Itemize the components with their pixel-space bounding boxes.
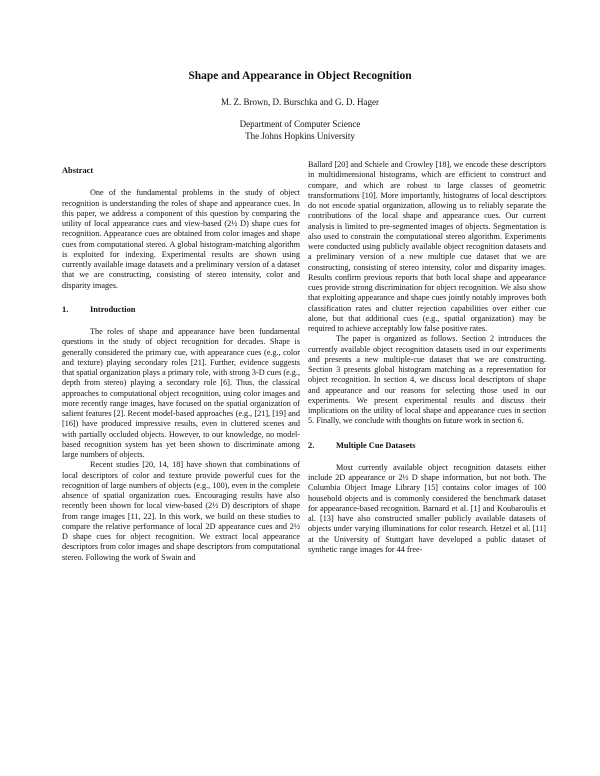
intro-paragraph-2-continued: Ballard [20] and Schiele and Crowley [18], we encode these descriptors in multidimensional histograms, which are efficient to construct and compare, and which are robust to large classes of geometric transformations [10]. More importantly, histograms of local descriptors do not encode spatial organization, allowing us to reliably separate the contributions of the local shape and appearance cues. Our current analysis is limited to pre-segmented images of objects. Segmentation is also used to constrain the computational stereo algorithm. Experiments were conducted using publicly available object recognition datasets and a preliminary version of a new multiple cue dataset that we are constructing, consisting of stereo intensity, color and disparity images. Results confirm previous reports that both local shape and appearance cues provide strong discrimination for object recognition. We also show that exploiting appearance and shape cues jointly notably improves both classification rates and clutter rejection capabilities over either cue alone, but that additional cues (e.g., spatial organization) may be required to achieve acceptably low false positive rates. [308, 160, 546, 333]
section2-title: Multiple Cue Datasets [336, 440, 416, 450]
intro-paragraph-1: The roles of shape and appearance have been fundamental questions in the study of object recognition for decades. Shape is generally considered the primary cue, with appearance cues (e.g., color and texture) playing secondary roles [21]. Further, evidence suggests that spatial organization plays a primary role, with strong 3-D cues (e.g., depth from stereo) playing a secondary role [6]. Thus, the classical approaches to computational object recognition, using color images and more recently range images, have focused on the spatial organization of salient features [2]. Recent model-based approaches (e.g., [21], [19] and [16]) have produced impressive results, even in cluttered scenes and with partially occluded objects. However, to our knowledge, no model-based recognition system has yet been shown to discriminate among large numbers of objects. [62, 327, 300, 459]
section2-number: 2. [308, 440, 315, 450]
section1-heading [62, 305, 300, 315]
section1-title: Introduction [90, 304, 136, 314]
datasets-paragraph-1: Most currently available object recognition datasets either include 2D appearance or 2½ D shape information, but not both. The Columbia Object Image Library [15] contains color images of 100 household objects and is commonly considered the benchmark dataset for appearance-based recognition. Barnard et al. [1] and Koubaroulis et al. [13] have also constructed smaller publicly available datasets of objects under varying illuminations for color research. Hetzel et al. [11] at the University of Stuttgart have developed a public dataset of synthetic range images for 44 free- [308, 462, 546, 554]
paper-title: Shape and Appearance in Object Recognition [188, 70, 412, 82]
affiliation [0, 118, 600, 142]
abstract-heading: Abstract [62, 166, 94, 175]
left-column [62, 166, 300, 563]
intro-paragraph-3: The paper is organized as follows. Section 2 introduces the currently available object recognition datasets used in our experiments and presents a new multiple-cue dataset that we are constructing. Section 3 presents global histogram matching as a representation for object recognition. In section 4, we discuss local descriptors of shape and appearance and our reasons for selecting those used in our experiments. We present experimental results and discuss their implications on the utility of local shape and appearance cues in section 5. Finally, we conclude with thoughts on future work in section 6. [308, 334, 546, 426]
section1-number: 1. [62, 304, 69, 314]
right-column [308, 160, 546, 555]
intro-paragraph-2: Recent studies [20, 14, 18] have shown that combinations of local descriptors of color and texture provide powerful cues for the recognition of large numbers of objects (e.g., 100), even in the complete absence of spatial organization cues. Encouraging results have also recently been shown for local view-based (2½ D) descriptors of shape from range images [11, 22]. In this work, we build on these studies to compare the relative performance of local 2D appearance cues and 2½ D shape cues for object recognition. We extract local appearance descriptors from color images and shape descriptors from computational stereo. Following the work of Swain and [62, 460, 300, 562]
university: The Johns Hopkins University [245, 131, 355, 141]
abstract-text: One of the fundamental problems in the study of object recognition is understanding the roles of shape and appearance cues. In this paper, we address a component of this question by comparing the utility of local appearance cues and view-based (2½ D) shape cues for recognition. Appearance cues are obtained from color images and shape cues from computational stereo. A global histogram-matching algorithm is exploited for indexing. Experimental results are shown using currently available image datasets and a preliminary version of a dataset that we are constructing, consisting of stereo intensity, color and disparity images. [62, 188, 300, 290]
authors: M. Z. Brown, D. Burschka and G. D. Hager [221, 97, 379, 107]
department: Department of Computer Science [239, 119, 361, 129]
section2-heading [308, 441, 546, 451]
